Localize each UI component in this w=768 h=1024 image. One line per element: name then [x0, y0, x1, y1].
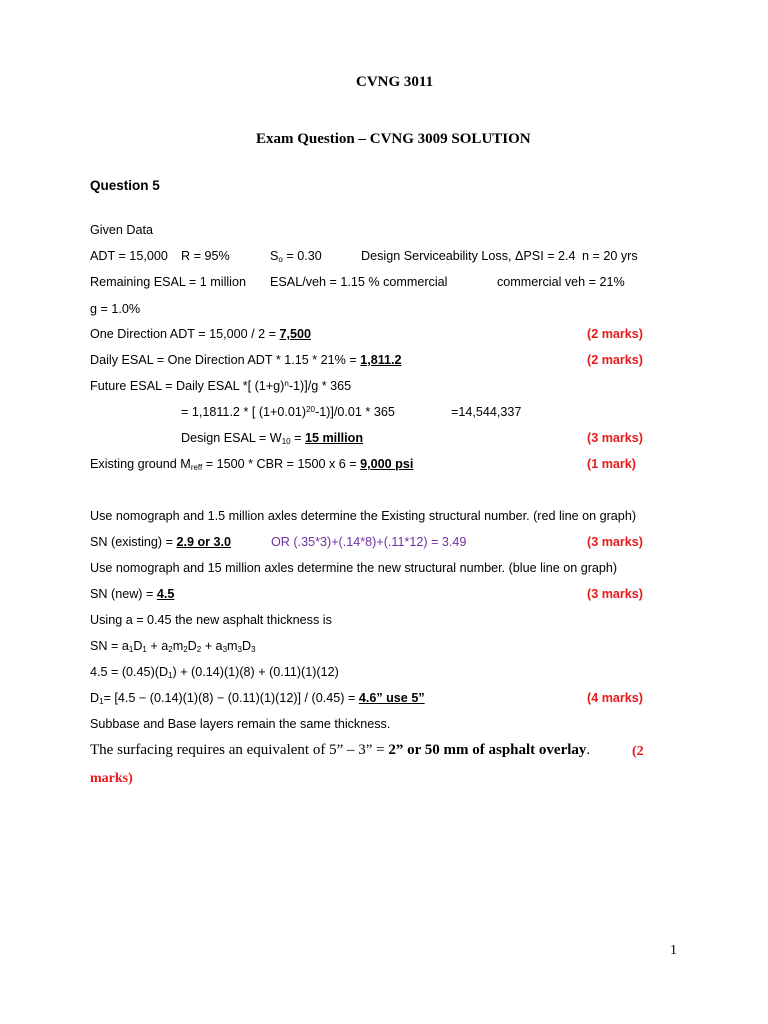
surfacing-period: . — [586, 742, 591, 758]
design-esal-equals: = — [290, 431, 305, 445]
sn-new-label: SN (new) = — [90, 587, 157, 601]
existing-ground-modulus — [90, 457, 413, 472]
sn-eq-part: D — [133, 639, 143, 653]
design-loss-value: Design Serviceability Loss, ΔPSI = 2.4 — [361, 249, 576, 263]
ground-modulus-label: Existing ground M — [90, 457, 191, 471]
adt-value: ADT = 15,000 — [90, 249, 168, 263]
esal-per-vehicle: ESAL/veh = 1.15 % commercial — [270, 275, 448, 289]
marks-design-esal: (3 marks) — [587, 431, 644, 445]
d1-label: D — [90, 691, 100, 705]
so-number: = 0.30 — [282, 249, 322, 263]
sn-eq-part: SN = a — [90, 639, 129, 653]
daily-esal-result: 1,811.2 — [360, 353, 402, 367]
sn-existing — [90, 535, 231, 549]
sn-eq-part: + a — [146, 639, 169, 653]
surfacing-result: 2” or 50 mm of asphalt overlay — [388, 742, 587, 758]
course-title: CVNG 3011 — [356, 74, 434, 90]
future-esal — [90, 379, 351, 393]
d1-calculation — [90, 691, 425, 706]
sn-eq-part: D — [187, 639, 197, 653]
substitution-sub: 1 — [168, 671, 173, 680]
ground-modulus-subscript: reff — [190, 463, 203, 472]
surfacing-conclusion — [90, 742, 590, 759]
expanded-exponent: 20 — [306, 405, 316, 414]
future-esal-tail: -1)]/g * 365 — [288, 379, 352, 393]
sn-eq-sub: 2 — [168, 645, 173, 654]
sn-existing-result: 2.9 or 3.0 — [176, 535, 232, 549]
sn-eq-sub: 2 — [196, 645, 202, 654]
nomograph-existing-text: Use nomograph and 1.5 million axles determine the Existing structural number. (red line on graph) — [90, 509, 637, 523]
reliability-value: R = 95% — [181, 249, 230, 263]
exam-subtitle: Exam Question – CVNG 3009 SOLUTION — [256, 131, 531, 147]
future-esal-result: =14,544,337 — [451, 405, 522, 419]
marks-surfacing-a: (2 — [632, 744, 644, 759]
so-label: S — [270, 249, 279, 263]
sn-eq-sub: 3 — [237, 645, 242, 654]
design-esal-result: 15 million — [304, 431, 364, 445]
asphalt-coefficient-text: Using a = 0.45 the new asphalt thickness is — [90, 613, 332, 627]
sn-eq-sub: 3 — [222, 645, 228, 654]
marks-d1: (4 marks) — [587, 691, 644, 705]
sn-equation — [90, 639, 256, 654]
d1-result: 4.6” use 5” — [358, 691, 425, 705]
design-esal — [181, 431, 363, 446]
sn-eq-sub: 2 — [183, 645, 188, 654]
design-period-value: n = 20 yrs — [582, 249, 638, 263]
sn-eq-part: + a — [201, 639, 223, 653]
sn-existing-label: SN (existing) = — [90, 535, 177, 549]
one-direction-result: 7,500 — [279, 327, 311, 341]
growth-rate: g = 1.0% — [90, 302, 141, 316]
sn-eq-part: m — [172, 639, 184, 653]
ground-modulus-formula: = 1500 * CBR = 1500 x 6 = — [202, 457, 361, 471]
d1-subscript: 1 — [99, 697, 104, 706]
so-subscript: o — [278, 255, 283, 264]
design-esal-label: Design ESAL = W — [181, 431, 282, 445]
d1-formula: = [4.5 − (0.14)(1)(8) − (0.11)(1)(12)] / (0.45) = — [103, 691, 359, 705]
marks-daily-esal: (2 marks) — [587, 353, 644, 367]
substitution-right: ) + (0.14)(1)(8) + (0.11)(1)(12) — [172, 665, 339, 679]
page-number: 1 — [670, 943, 677, 958]
sn-eq-sub: 1 — [128, 645, 134, 654]
nomograph-new-text: Use nomograph and 15 million axles determine the new structural number. (blue line on graph) — [90, 561, 618, 575]
sn-substitution — [90, 665, 339, 680]
future-esal-exponent: n — [284, 379, 289, 388]
sn-eq-sub: 1 — [142, 645, 147, 654]
so-value — [270, 249, 322, 264]
one-direction-adt — [90, 327, 311, 341]
sn-eq-part: m — [227, 639, 238, 653]
daily-esal — [90, 353, 402, 367]
one-direction-formula: One Direction ADT = 15,000 / 2 = — [90, 327, 280, 341]
expanded-tail: -1)]/0.01 * 365 — [315, 405, 395, 419]
daily-esal-formula: Daily ESAL = One Direction ADT * 1.15 * 21% = — [90, 353, 361, 367]
commercial-vehicles: commercial veh = 21% — [497, 275, 625, 289]
substitution-left: 4.5 = (0.45)(D — [90, 665, 169, 679]
remaining-esal: Remaining ESAL = 1 million — [90, 275, 246, 289]
marks-sn-existing: (3 marks) — [587, 535, 644, 549]
ground-modulus-result: 9,000 psi — [360, 457, 414, 471]
question-heading: Question 5 — [90, 178, 160, 193]
surfacing-text: The surfacing requires an equivalent of 5” – 3” = — [90, 742, 389, 758]
future-esal-expanded — [181, 405, 395, 419]
sn-eq-part: D — [241, 639, 252, 653]
marks-ground-modulus: (1 mark) — [587, 457, 636, 471]
marks-surfacing-b: marks) — [90, 771, 133, 786]
sn-eq-sub: 3 — [251, 645, 256, 654]
subbase-note: Subbase and Base layers remain the same thickness. — [90, 717, 391, 731]
future-esal-formula: Future ESAL = Daily ESAL *[ (1+g) — [90, 379, 285, 393]
given-data-heading: Given Data — [90, 223, 153, 237]
expanded-formula: = 1,1811.2 * [ (1+0.01) — [181, 405, 307, 419]
marks-sn-new: (3 marks) — [587, 587, 644, 601]
marks-one-direction: (2 marks) — [587, 327, 644, 341]
sn-existing-alternative: OR (.35*3)+(.14*8)+(.11*12) = 3.49 — [271, 535, 467, 549]
sn-new-result: 4.5 — [156, 587, 175, 601]
sn-new — [90, 587, 174, 601]
design-esal-subscript: 10 — [281, 437, 291, 446]
